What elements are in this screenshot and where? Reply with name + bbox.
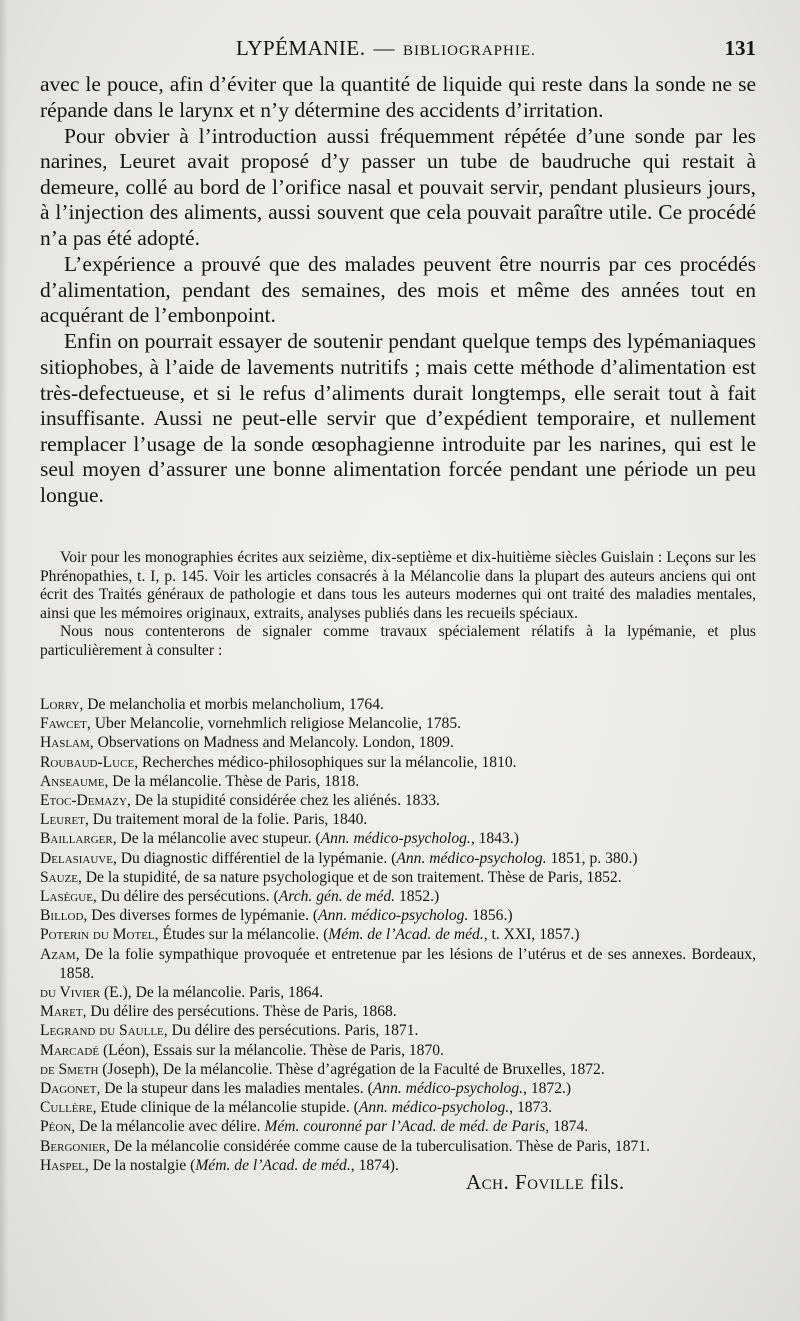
bib-author: Lasègue: [40, 888, 93, 906]
bib-text: , Du délire des persécutions. (: [92, 888, 279, 906]
paragraph-continuation: avec le pouce, afin d’éviter que la quantité de liquide qui reste dans la sonde ne se répande dans le larynx et n’y détermine des accidents d’irritation.: [40, 72, 756, 122]
bib-text-end: 1874.: [549, 1118, 589, 1136]
bibliography-entry: [40, 1002, 756, 1021]
running-header: [40, 36, 756, 66]
bib-text: , De la mélancolie. Thèse de Paris, 1818.: [104, 772, 360, 790]
bib-journal: Ann. médico-psycholog.: [372, 1080, 524, 1098]
bib-author: Cullère: [40, 1099, 93, 1117]
page-number: 131: [724, 36, 756, 60]
bib-text: , Du délire des persécutions. Thèse de Paris, 1868.: [82, 1003, 397, 1021]
header-dash: —: [373, 36, 395, 60]
bibliography-entry: [40, 1156, 756, 1175]
bib-text: (Joseph), De la mélancolie. Thèse d’agrégation de la Faculté de Bruxelles, 1872.: [98, 1060, 605, 1078]
note-monographies: Voir pour les monographies écrites aux seizième, dix-septième et dix-huitième siècles Guislain : Leçons sur les Phrénopathies, t. I, p. 145. Voir les articles consacrés à la Mélancolie dans la plupart des auteurs anciens qui ont écrit des Traités généraux de pathologie et dans tous les auteurs modernes qui ont traité des maladies mentales, ainsi que les mémoires originaux, extraits, analyses publiés dans les recueils spéciaux.: [40, 549, 756, 622]
bib-text: , De melancholia et morbis melancholium, 1764.: [79, 696, 384, 713]
bib-journal: Ann. médico-psycholog.: [320, 830, 471, 848]
bibliography-entry: [40, 810, 756, 829]
bibliography-entry: [40, 695, 756, 714]
signature-name: Ach. Foville: [466, 1170, 585, 1194]
bib-text: , Etude clinique de la mélancolie stupide. (: [92, 1099, 359, 1117]
bib-text-end: , 1873.: [509, 1099, 553, 1117]
bib-author: Anseaume: [40, 772, 105, 790]
gutter-shadow: [0, 0, 8, 1321]
bib-text: , De la stupidité considérée chez les aliénés. 1833.: [126, 792, 440, 810]
bib-author: Fawcet: [40, 715, 87, 733]
bib-author: Legrand du Saulle: [40, 1022, 164, 1040]
bibliography-entry: [40, 887, 756, 906]
bib-author: Sauze: [40, 868, 78, 886]
bib-author: Bergonier: [40, 1137, 107, 1155]
bib-text: , Du délire des persécutions. Paris, 1871.: [163, 1022, 419, 1040]
bib-text: , Recherches médico-philosophiques sur la mélancolie, 1810.: [134, 753, 517, 771]
bibliography-entry: [40, 1021, 756, 1040]
header-title: LYPÉMANIE.: [236, 36, 366, 60]
bib-text-end: , 1843.): [470, 830, 519, 848]
bib-text-end: 1852.): [395, 888, 440, 906]
header-subtitle: BIBLIOGRAPHIE.: [402, 43, 536, 59]
bib-author: Marcadé: [40, 1041, 100, 1059]
bib-text: , Du traitement moral de la folie. Paris, 1840.: [84, 811, 368, 829]
bibliography-entry: [40, 791, 756, 810]
bib-author: Maret: [40, 1003, 83, 1021]
bibliography-entry: [40, 1098, 756, 1117]
bibliography-entry: [40, 1137, 756, 1156]
bib-text: , Uber Melancolie, vornehmlich religiose Melancolie, 1785.: [86, 715, 462, 733]
bib-author: Leuret: [40, 811, 85, 829]
bib-author: Poterin du Motel: [40, 926, 155, 944]
bib-text: , De la mélancolie avec stupeur. (: [112, 830, 321, 848]
bib-text-end: 1856.): [468, 907, 513, 925]
bib-author: Dagonet: [40, 1080, 97, 1098]
bib-text-end: , 1872.): [523, 1080, 572, 1098]
author-signature: [466, 1170, 625, 1195]
bib-author: Baillarger: [40, 830, 113, 848]
bibliography-entry: [40, 753, 756, 772]
bib-text: , De la stupeur dans les maladies mentales. (: [96, 1080, 373, 1098]
bibliography-entry: [40, 906, 756, 925]
bibliography-entry: [40, 772, 756, 791]
note-contenterons: Nous nous contenterons de signaler comme travaux spécialement rélatifs à la lypémanie, et plus particulièrement à consulter :: [40, 623, 756, 659]
main-text: [40, 72, 756, 509]
bib-author: Delasiauve: [40, 849, 113, 867]
bibliography-entry: [40, 1079, 756, 1098]
bib-journal: Mém. de l’Acad. de méd.: [328, 926, 484, 944]
bib-text: , Observations on Madness and Melancoly. London, 1809.: [89, 734, 454, 752]
bib-author: Lorry: [40, 696, 80, 713]
bib-journal: Mém. de l’Acad. de méd.: [195, 1156, 351, 1174]
paragraph-experience: L’expérience a prouvé que des malades peuvent être nourris par ces procédés d’alimentation, pendant des semaines, des mois et même des années tout en acquérant de l’embonpoint.: [40, 252, 756, 328]
bibliography-entry: [40, 945, 756, 983]
bib-text: , De la folie sympathique provoquée et entretenue par les lésions de l’utérus et de ses annexes. Bordeaux, 1858.: [59, 945, 756, 982]
bibliography-entry: [40, 925, 756, 944]
bib-text-end: , t. XXI, 1857.): [483, 926, 580, 944]
bib-text: , De la mélancolie avec délire.: [71, 1118, 265, 1136]
bib-text: , Études sur la mélancolie. (: [154, 926, 329, 944]
bib-author: du Vivier: [40, 984, 101, 1002]
bibliography-entry: [40, 1060, 756, 1079]
bib-journal: Ann. médico-psycholog.: [358, 1099, 510, 1117]
bib-text: (Léon), Essais sur la mélancolie. Thèse de Paris, 1870.: [99, 1041, 444, 1059]
bib-text-end: , 1874).: [350, 1156, 399, 1174]
bibliography-entry: [40, 849, 756, 868]
bibliography-entry: [40, 983, 756, 1002]
bibliography-entry: [40, 829, 756, 848]
bib-text: , Des diverses formes de lypémanie. (: [83, 907, 319, 925]
bibliography-entry: [40, 868, 756, 887]
bib-text: , De la nostalgie (: [84, 1156, 196, 1174]
paragraph-lavements: Enfin on pourrait essayer de soutenir pendant quelque temps des lypémaniaques sitiophobes, à l’aide de lavements nutritifs ; mais cette méthode d’alimentation est très-defectueuse, et si le refus d’aliments durait longtemps, elle serait tout à fait insuffisante. Aussi ne peut-elle servir que d’expédient temporaire, et nullement remplacer l’usage de la sonde œsophagienne introduite par les narines, qui est le seul moyen d’assurer une bonne alimentation forcée pendant une période un peu longue.: [40, 329, 756, 507]
bib-author: Haspel: [40, 1156, 85, 1174]
bib-text: , Du diagnostic différentiel de la lypémanie. (: [112, 849, 397, 867]
bib-journal: Arch. gén. de méd.: [278, 888, 396, 906]
bib-author: Billod: [40, 907, 84, 925]
bib-journal: Ann. médico-psycholog.: [396, 849, 547, 867]
bib-author: de Smeth: [40, 1060, 99, 1078]
bib-author: Etoc-Demazy: [40, 792, 127, 810]
bib-author: Roubaud-Luce: [40, 753, 135, 771]
bibliography-entry: [40, 1041, 756, 1060]
bib-text: , De la stupidité, de sa nature psychologique et de son traitement. Thèse de Paris, 1852.: [78, 868, 622, 886]
bib-journal: Mém. couronné par l’Acad. de méd. de Paris,: [264, 1118, 550, 1136]
bib-text-end: 1851, p. 380.): [546, 849, 638, 867]
bib-text: , De la mélancolie considérée comme cause de la tuberculisation. Thèse de Paris, 1871.: [106, 1137, 651, 1155]
bibliography-intro: [40, 549, 756, 661]
bibliography-entry: [40, 733, 756, 752]
bib-author: Péon: [40, 1118, 72, 1136]
bibliography-entry: [40, 1117, 756, 1136]
bib-text: (E.), De la mélancolie. Paris, 1864.: [100, 984, 324, 1002]
bib-author: Azam: [40, 945, 76, 963]
paragraph-leuret: Pour obvier à l’introduction aussi fréquemment répétée d’une sonde par les narines, Leuret avait proposé d’y passer un tube de baudruche qui restait à demeure, collé au bord de l’orifice nasal et pouvait servir, pendant plusieurs jours, à l’injection des aliments, aussi souvent que cela pouvait paraître utile. Ce procédé n’a pas été adopté.: [40, 123, 756, 251]
bib-author: Haslam: [40, 734, 90, 752]
bibliography-list: [40, 695, 756, 1175]
signature-suffix: fils.: [584, 1170, 625, 1194]
header-title-group: [236, 36, 536, 61]
bibliography-entry: [40, 714, 756, 733]
bib-journal: Ann. médico-psycholog.: [318, 907, 469, 925]
